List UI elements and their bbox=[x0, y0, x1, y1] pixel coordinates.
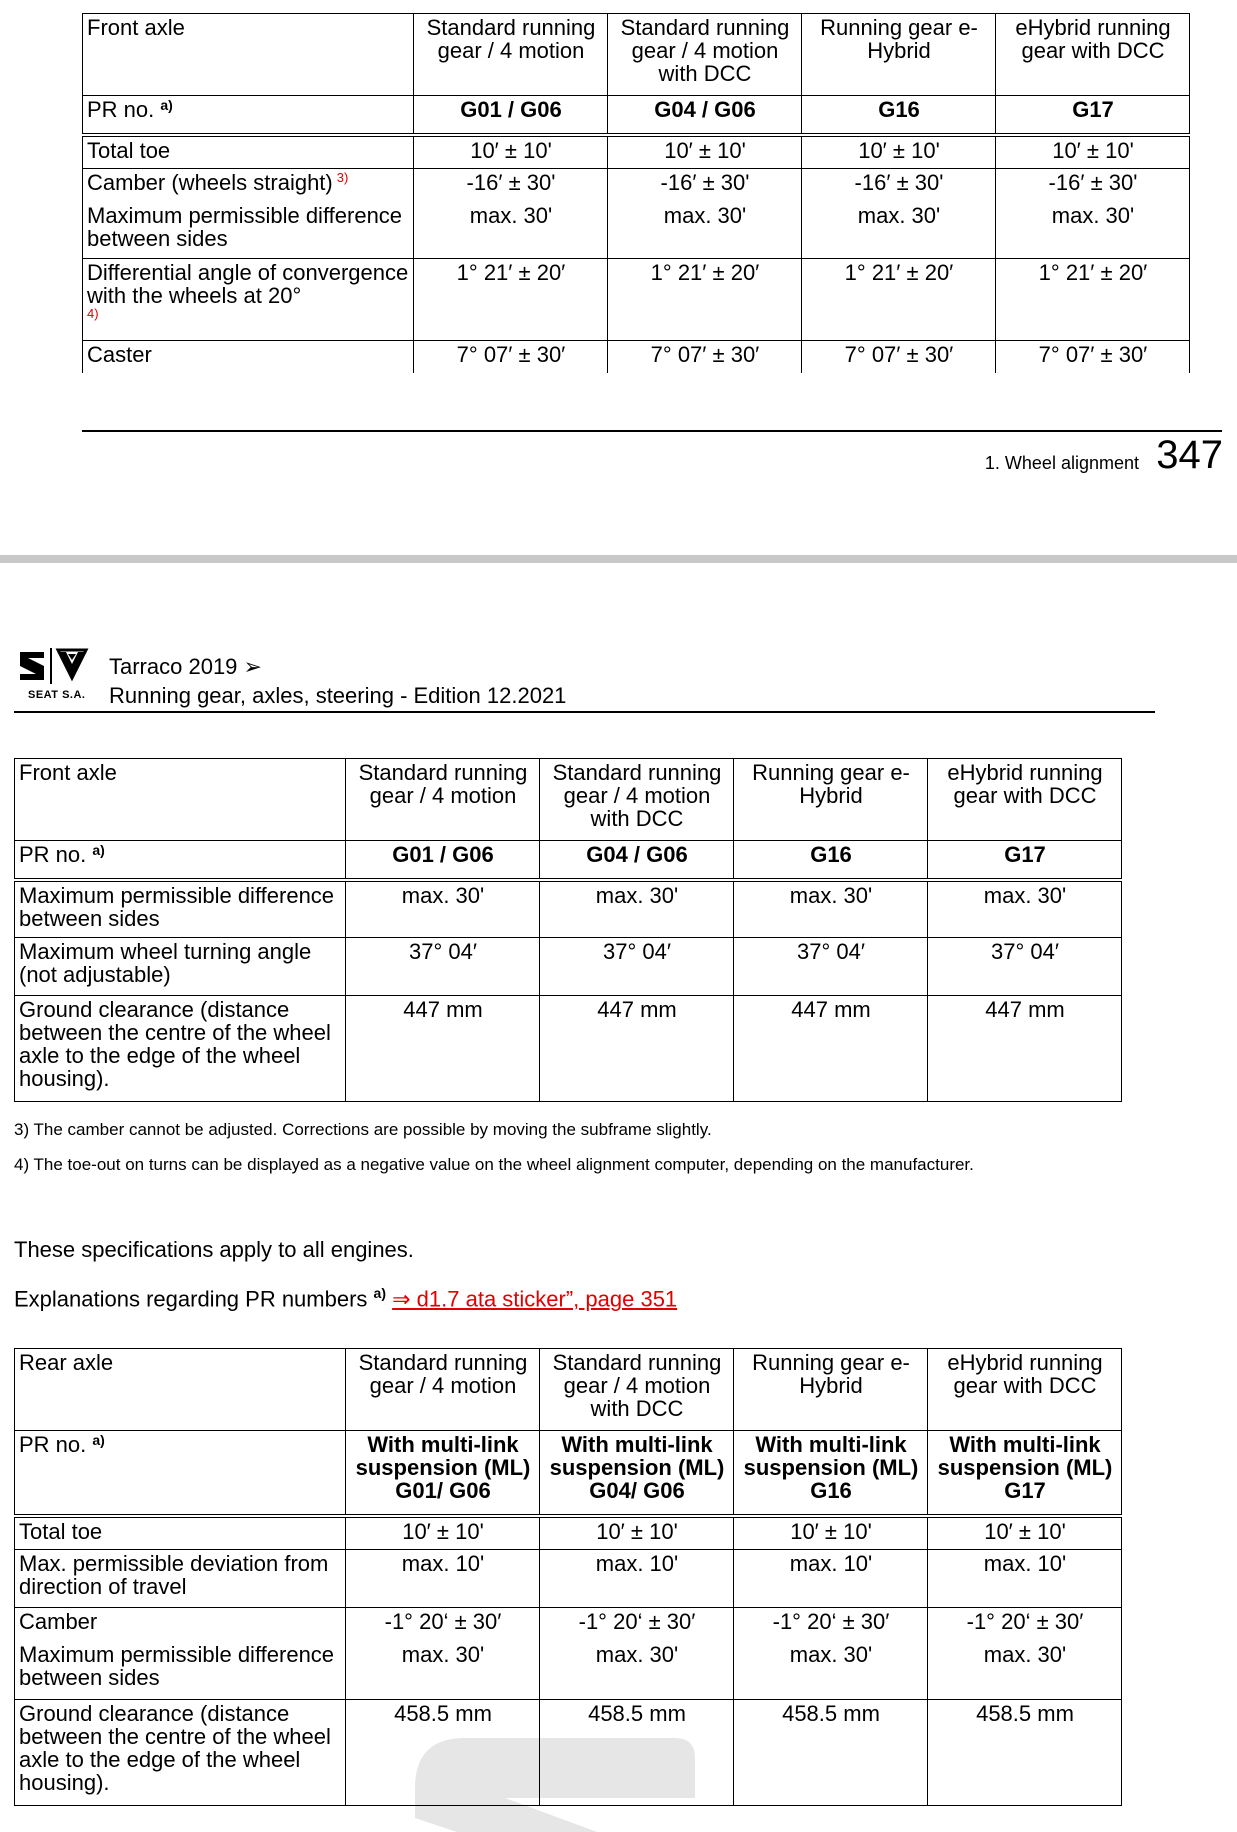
rear-axle-table bbox=[14, 1348, 1122, 1806]
pr-cell: G04 / G06 bbox=[540, 841, 734, 880]
header-cell: eHybrid running gear with DCC bbox=[996, 14, 1190, 96]
header-cell: eHybrid running gear with DCC bbox=[928, 1349, 1122, 1431]
value-cell: 37° 04′ bbox=[540, 938, 734, 996]
footnote-3: 3) The camber cannot be adjusted. Corrections are possible by moving the subframe slightly. bbox=[14, 1120, 712, 1139]
pr-explanation bbox=[14, 1282, 714, 1310]
pr-cell: G16 bbox=[802, 96, 996, 135]
footer-rule bbox=[82, 430, 1222, 432]
value-cell: 7° 07′ ± 30′ bbox=[996, 341, 1190, 373]
header-rule bbox=[14, 711, 1155, 713]
header-cell: Standard running gear / 4 motion bbox=[414, 14, 608, 96]
header-cell: Rear axle bbox=[15, 1349, 346, 1431]
value-cell: max. 10' bbox=[928, 1550, 1122, 1608]
header-cell: Front axle bbox=[83, 14, 414, 96]
row-label: Max. permissible deviation from direction of travel bbox=[15, 1550, 346, 1608]
pr-explanation-footnote: a) bbox=[373, 1285, 386, 1301]
footer-section-title: 1. Wheel alignment bbox=[984, 453, 1139, 473]
row-label-cell bbox=[83, 169, 414, 259]
value-cell: -16′ ± 30' max. 30' bbox=[414, 169, 608, 259]
row-label: Total toe bbox=[83, 135, 414, 169]
table-header-row bbox=[15, 759, 1122, 841]
row-label: Caster bbox=[83, 341, 414, 373]
header-cell: Standard running gear / 4 motion with DCC bbox=[540, 1349, 734, 1431]
value-cell: max. 30' bbox=[346, 880, 540, 938]
pr-label: PR no. bbox=[19, 842, 87, 867]
document-subtitle: Running gear, axles, steering - Edition 12.2021 bbox=[109, 683, 567, 708]
value-cell: 1° 21′ ± 20′ bbox=[414, 259, 608, 341]
row-label: Maximum wheel turning angle (not adjustable) bbox=[15, 938, 346, 996]
value-cell: 447 mm bbox=[928, 996, 1122, 1102]
row-sublabel: Maximum permissible difference between sides bbox=[87, 203, 403, 251]
table-row bbox=[15, 1700, 1122, 1806]
value-cell: 447 mm bbox=[346, 996, 540, 1102]
value-cell: 7° 07′ ± 30′ bbox=[414, 341, 608, 373]
value-cell: 10′ ± 10' bbox=[540, 1516, 734, 1550]
footer-page-number: 347 bbox=[1156, 433, 1223, 477]
value-cell: -1° 20‘ ± 30′ max. 30' bbox=[346, 1608, 540, 1700]
row-label: Maximum permissible difference between sides bbox=[15, 880, 346, 938]
engines-note: These specifications apply to all engines. bbox=[14, 1237, 414, 1262]
pr-label: PR no. bbox=[19, 1432, 87, 1457]
value-cell: 447 mm bbox=[734, 996, 928, 1102]
row-label: Camber bbox=[19, 1609, 98, 1634]
value-cell: 37° 04′ bbox=[346, 938, 540, 996]
header-cell: Standard running gear / 4 motion with DCC bbox=[608, 14, 802, 96]
value-cell: max. 30' bbox=[928, 880, 1122, 938]
table-header-row bbox=[15, 1349, 1122, 1431]
pr-footnote: a) bbox=[92, 1432, 105, 1448]
pr-cell: With multi-link suspension (ML) G01/ G06 bbox=[346, 1431, 540, 1516]
row-label: Total toe bbox=[15, 1516, 346, 1550]
table-row bbox=[83, 135, 1190, 169]
pr-cell: With multi-link suspension (ML) G16 bbox=[734, 1431, 928, 1516]
header-cell: Standard running gear / 4 motion bbox=[346, 759, 540, 841]
table-row bbox=[15, 1550, 1122, 1608]
footnote-4: 4) The toe-out on turns can be displayed as a negative value on the wheel alignment computer, depending on the manufacturer. bbox=[14, 1155, 974, 1174]
footnote-ref-4: 4) bbox=[87, 306, 99, 321]
row-label-cell bbox=[15, 1608, 346, 1700]
row-label: Ground clearance (distance between the centre of the wheel axle to the edge of the wheel housing). bbox=[15, 1700, 346, 1806]
header-cell: Running gear e-Hybrid bbox=[734, 1349, 928, 1431]
table-row bbox=[83, 169, 1190, 259]
seat-logo-icon bbox=[18, 646, 98, 686]
row-label-cell bbox=[83, 259, 414, 341]
pr-label-cell bbox=[15, 1431, 346, 1516]
pr-cell: G16 bbox=[734, 841, 928, 880]
header-cell: Standard running gear / 4 motion bbox=[346, 1349, 540, 1431]
value-cell: 1° 21′ ± 20′ bbox=[608, 259, 802, 341]
header-cell: Front axle bbox=[15, 759, 346, 841]
pr-cell: G01 / G06 bbox=[414, 96, 608, 135]
table-row bbox=[83, 259, 1190, 341]
table-row bbox=[83, 341, 1190, 373]
page-348 bbox=[0, 563, 1237, 1832]
value-cell: 458.5 mm bbox=[734, 1700, 928, 1806]
value-cell: 10′ ± 10' bbox=[996, 135, 1190, 169]
pr-cell: G01 / G06 bbox=[346, 841, 540, 880]
value-cell: 37° 04′ bbox=[734, 938, 928, 996]
row-label: Differential angle of convergence with the wheels at 20° bbox=[87, 260, 409, 308]
pr-cell: G17 bbox=[996, 96, 1190, 135]
value-cell: 10′ ± 10' bbox=[346, 1516, 540, 1550]
table-row bbox=[15, 880, 1122, 938]
pr-footnote: a) bbox=[160, 97, 173, 113]
value-cell: 7° 07′ ± 30′ bbox=[802, 341, 996, 373]
value-cell: -16′ ± 30' max. 30' bbox=[608, 169, 802, 259]
header-cell: eHybrid running gear with DCC bbox=[928, 759, 1122, 841]
value-cell: max. 30' bbox=[734, 880, 928, 938]
value-cell: -1° 20‘ ± 30′ max. 30' bbox=[540, 1608, 734, 1700]
table-row bbox=[15, 1608, 1122, 1700]
footnote-ref-3: 3) bbox=[336, 170, 349, 185]
value-cell: 447 mm bbox=[540, 996, 734, 1102]
value-cell: 458.5 mm bbox=[928, 1700, 1122, 1806]
table-header-row bbox=[83, 14, 1190, 96]
pr-row bbox=[83, 96, 1190, 135]
pr-label: PR no. bbox=[87, 97, 155, 122]
brand-label: SEAT S.A. bbox=[28, 689, 86, 701]
page-divider bbox=[0, 555, 1237, 563]
table-row bbox=[15, 996, 1122, 1102]
value-cell: 7° 07′ ± 30′ bbox=[608, 341, 802, 373]
value-cell: 37° 04′ bbox=[928, 938, 1122, 996]
value-cell: 458.5 mm bbox=[346, 1700, 540, 1806]
value-cell: max. 10' bbox=[734, 1550, 928, 1608]
value-cell: 458.5 mm bbox=[540, 1700, 734, 1806]
value-cell: -1° 20‘ ± 30′ max. 30' bbox=[734, 1608, 928, 1700]
page-347 bbox=[0, 0, 1237, 555]
front-axle-table-continued bbox=[82, 13, 1190, 373]
table-row bbox=[15, 1516, 1122, 1550]
row-label: Camber (wheels straight) bbox=[87, 170, 333, 195]
pr-cell: With multi-link suspension (ML) G17 bbox=[928, 1431, 1122, 1516]
header-cell: Standard running gear / 4 motion with DCC bbox=[540, 759, 734, 841]
data-sticker-link[interactable]: ⇒ d1.7 ata sticker”, page 351 bbox=[392, 1286, 678, 1312]
value-cell: max. 10' bbox=[346, 1550, 540, 1608]
value-cell: 1° 21′ ± 20′ bbox=[996, 259, 1190, 341]
pr-label-cell bbox=[15, 841, 346, 880]
value-cell: 10′ ± 10' bbox=[414, 135, 608, 169]
front-axle-table bbox=[14, 758, 1122, 1102]
header-cell: Running gear e-Hybrid bbox=[734, 759, 928, 841]
document-title: Tarraco 2019 ➢ bbox=[109, 654, 262, 679]
value-cell: max. 10' bbox=[540, 1550, 734, 1608]
pr-footnote: a) bbox=[92, 842, 105, 858]
pr-label-cell bbox=[83, 96, 414, 135]
table-row bbox=[15, 938, 1122, 996]
pr-cell: G17 bbox=[928, 841, 1122, 880]
value-cell: -1° 20‘ ± 30′ max. 30' bbox=[928, 1608, 1122, 1700]
value-cell: 1° 21′ ± 20′ bbox=[802, 259, 996, 341]
pr-row bbox=[15, 1431, 1122, 1516]
value-cell: -16′ ± 30' max. 30' bbox=[802, 169, 996, 259]
pr-cell: G04 / G06 bbox=[608, 96, 802, 135]
value-cell: 10′ ± 10' bbox=[734, 1516, 928, 1550]
row-sublabel: Maximum permissible difference between sides bbox=[19, 1642, 335, 1690]
value-cell: -16′ ± 30' max. 30' bbox=[996, 169, 1190, 259]
value-cell: 10′ ± 10' bbox=[928, 1516, 1122, 1550]
value-cell: max. 30' bbox=[540, 880, 734, 938]
row-label: Ground clearance (distance between the centre of the wheel axle to the edge of the wheel housing). bbox=[15, 996, 346, 1102]
value-cell: 10′ ± 10' bbox=[608, 135, 802, 169]
pr-explanation-text: Explanations regarding PR numbers bbox=[14, 1286, 368, 1312]
header-cell: Running gear e-Hybrid bbox=[802, 14, 996, 96]
pr-cell: With multi-link suspension (ML) G04/ G06 bbox=[540, 1431, 734, 1516]
pr-row bbox=[15, 841, 1122, 880]
value-cell: 10′ ± 10' bbox=[802, 135, 996, 169]
